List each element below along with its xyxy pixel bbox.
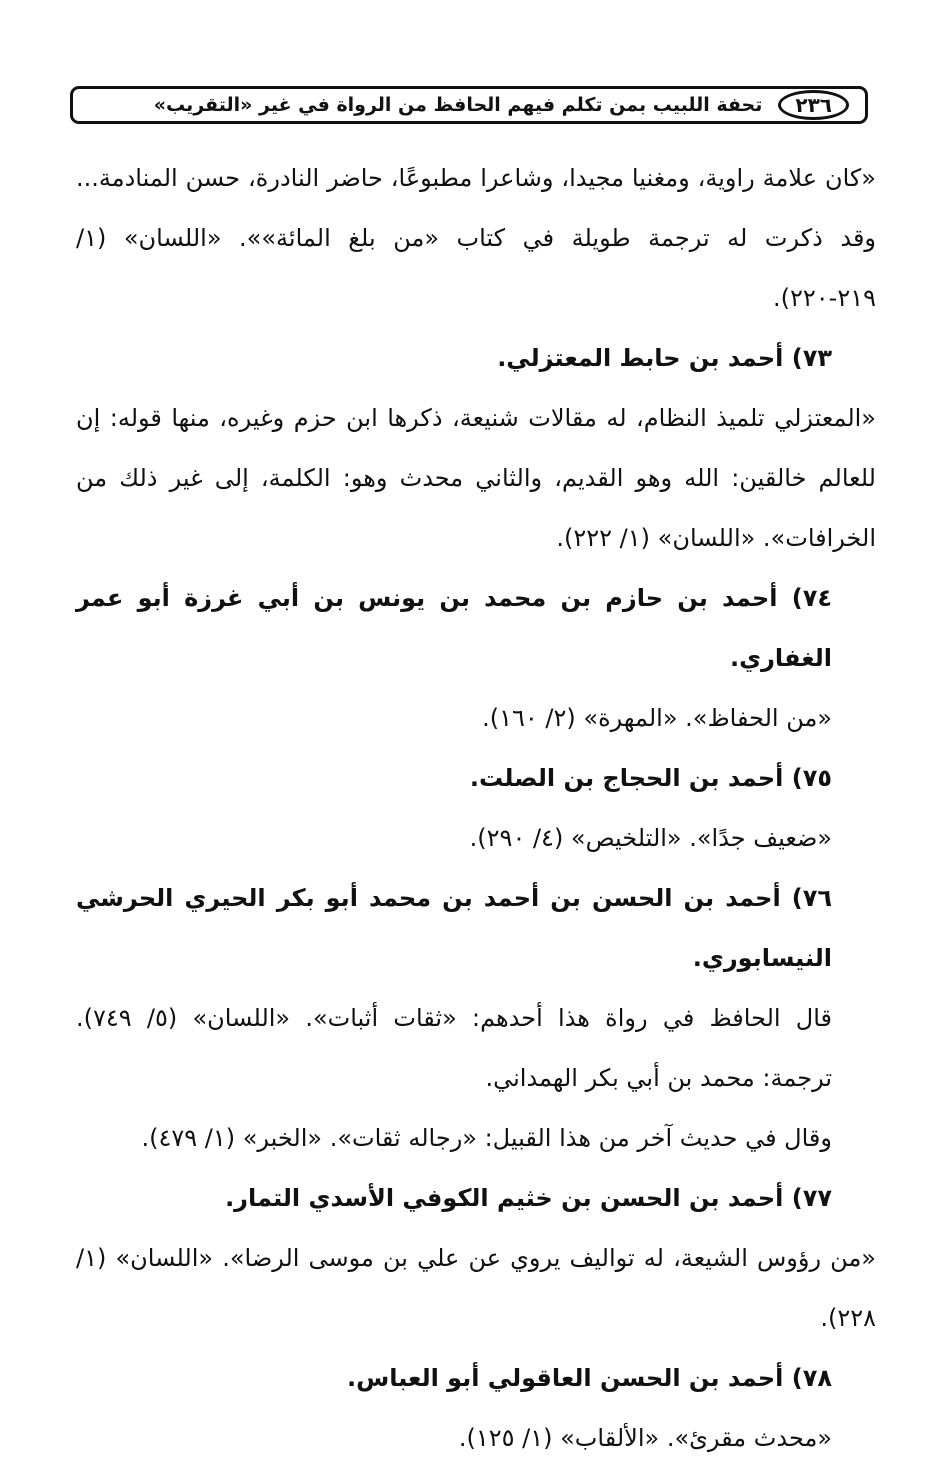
entry-text: «من الحفاظ». «المهرة» (٢/ ١٦٠). — [482, 704, 832, 732]
entry-heading: ٧٥) أحمد بن الحجاج بن الصلت. — [469, 764, 832, 792]
entry-heading: ٧٣) أحمد بن حابط المعتزلي. — [497, 344, 832, 372]
entry-heading: ٧٦) أحمد بن الحسن بن أحمد بن محمد أبو بكر الحيري الحرشي النيسابوري. — [76, 884, 832, 972]
entry-text: «المعتزلي تلميذ النظام، له مقالات شنيعة، ذكرها ابن حزم وغيره، منها قوله: إن للعالم خالقين: الله وهو القديم، والثاني محدث وهو: الكلمة، إلى غير ذلك من الخرافات». «اللسان» (١/ ٢٢٢). — [76, 404, 876, 552]
entry-text: «كان علامة راوية، ومغنيا مجيدا، وشاعرا مطبوعًا، حاضر النادرة، حسن المنادمة... وقد ذكرت له ترجمة طويلة في كتاب «من بلغ المائة»». «اللسان» (١/ ٢١٩-٢٢٠). — [76, 164, 876, 312]
entry-text: «من رؤوس الشيعة، له تواليف يروي عن علي بن موسى الرضا». «اللسان» (١/ ٢٢٨). — [76, 1244, 876, 1332]
entry-text: وقال في حديث آخر من هذا القبيل: «رجاله ثقات». «الخبر» (١/ ٤٧٩). — [141, 1124, 832, 1152]
entry-heading: ٧٨) أحمد بن الحسن العاقولي أبو العباس. — [346, 1364, 832, 1392]
page-number: ٢٣٦ — [778, 90, 849, 120]
entry-heading: ٧٤) أحمد بن حازم بن محمد بن يونس بن أبي غرزة أبو عمر الغفاري. — [76, 584, 832, 672]
entry-heading: ٧٧) أحمد بن الحسن بن خثيم الكوفي الأسدي التمار. — [225, 1184, 832, 1212]
page-body — [76, 148, 876, 1468]
entry-text: «ضعيف جدًا». «التلخيص» (٤/ ٢٩٠). — [469, 824, 832, 852]
entry-text: قال الحافظ في رواة هذا أحدهم: «ثقات أثبات». «اللسان» (٥/ ٧٤٩). ترجمة: محمد بن أبي بكر الهمداني. — [76, 1004, 832, 1092]
book-title: تحفة اللبيب بمن تكلم فيهم الحافظ من الرواة في غير «التقريب» — [153, 94, 763, 116]
entry-text: «محدث مقرئ». «الألقاب» (١/ ١٢٥). — [458, 1424, 832, 1452]
running-header — [70, 86, 868, 124]
